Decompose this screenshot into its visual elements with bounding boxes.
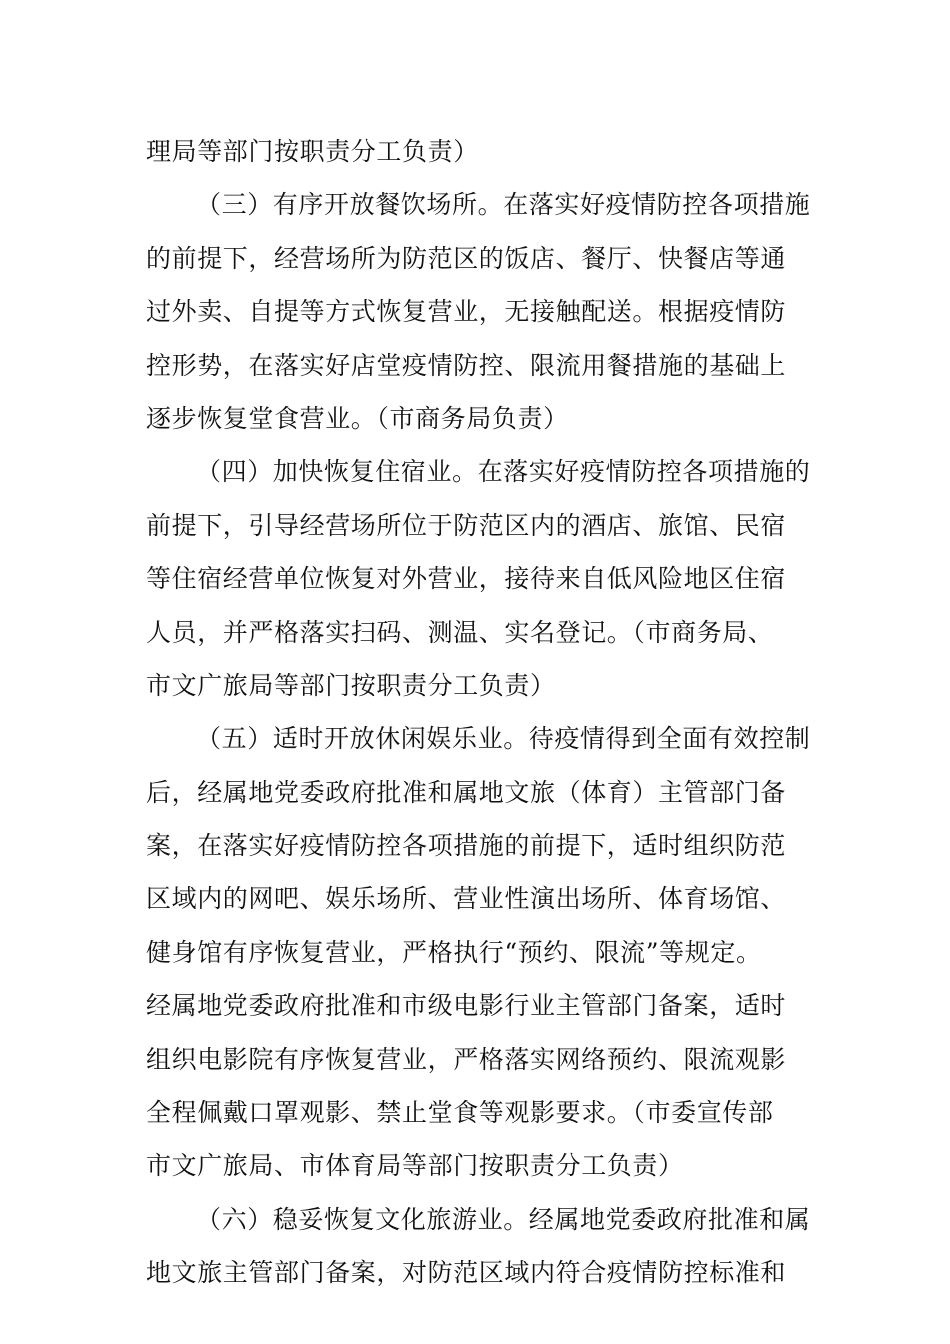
- text-line: 市文广旅局、市体育局等部门按职责分工负责）: [146, 1151, 684, 1181]
- text-line: 控形势，在落实好店堂疫情防控、限流用餐措施的基础上: [146, 350, 787, 380]
- text-line: 过外卖、自提等方式恢复营业，无接触配送。根据疫情防: [146, 297, 787, 327]
- text-line: 地文旅主管部门备案，对防范区域内符合疫情防控标准和: [146, 1258, 787, 1288]
- text-line: 健身馆有序恢复营业，严格执行“预约、限流”等规定。: [146, 937, 762, 967]
- text-line: 案，在落实好疫情防控各项措施的前提下，适时组织防范: [146, 831, 787, 861]
- paragraph-heading-line: （四）加快恢复住宿业。在落实好疫情防控各项措施的: [196, 457, 811, 487]
- paragraph-heading-line: （五）适时开放休闲娱乐业。待疫情得到全面有效控制: [196, 724, 811, 754]
- text-line: 经属地党委政府批准和市级电影行业主管部门备案，适时: [146, 991, 787, 1021]
- paragraph-heading-line: （六）稳妥恢复文化旅游业。经属地党委政府批准和属: [196, 1204, 811, 1234]
- text-line: 后，经属地党委政府批准和属地文旅（体育）主管部门备: [146, 777, 787, 807]
- text-line: 等住宿经营单位恢复对外营业，接待来自低风险地区住宿: [146, 564, 787, 594]
- text-line: 组织电影院有序恢复营业，严格落实网络预约、限流观影: [146, 1044, 787, 1074]
- text-line: 全程佩戴口罩观影、禁止堂食等观影要求。（市委宣传部: [146, 1098, 774, 1128]
- text-line: 前提下，引导经营场所位于防范区内的酒店、旅馆、民宿: [146, 510, 787, 540]
- text-line: 的前提下，经营场所为防范区的饭店、餐厅、快餐店等通: [146, 243, 787, 273]
- text-line: 市文广旅局等部门按职责分工负责）: [146, 670, 556, 700]
- paragraph-heading-line: （三）有序开放餐饮场所。在落实好疫情防控各项措施: [196, 190, 811, 220]
- text-line: 逐步恢复堂食营业。（市商务局负责）: [146, 403, 569, 433]
- text-line: 区域内的网吧、娱乐场所、营业性演出场所、体育场馆、: [146, 884, 787, 914]
- text-line: 人员，并严格落实扫码、测温、实名登记。（市商务局、: [146, 617, 774, 647]
- text-line: 理局等部门按职责分工负责）: [146, 137, 479, 166]
- document-body: [146, 125, 810, 1300]
